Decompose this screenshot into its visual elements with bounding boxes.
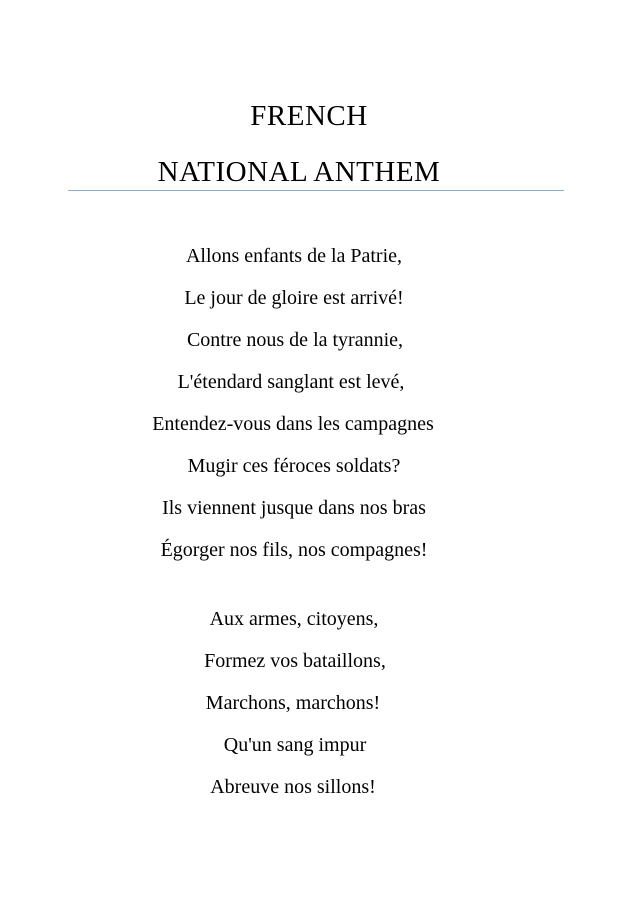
chorus-line: Qu'un sang impur bbox=[223, 734, 367, 756]
verse-line: Mugir ces féroces soldats? bbox=[187, 455, 401, 477]
verse-line: Allons enfants de la Patrie, bbox=[185, 245, 403, 267]
chorus-line: Aux armes, citoyens, bbox=[209, 608, 379, 630]
verse-line: Entendez-vous dans les campagnes bbox=[152, 413, 434, 435]
chorus-line: Abreuve nos sillons! bbox=[210, 776, 376, 798]
verse-stanza bbox=[0, 235, 638, 571]
chorus-stanza bbox=[0, 598, 638, 808]
title-line-1: FRENCH bbox=[250, 100, 368, 132]
verse-line: Contre nous de la tyrannie, bbox=[186, 329, 404, 351]
verse-line: L'étendard sanglant est levé, bbox=[177, 371, 405, 393]
title-line-2: NATIONAL ANTHEM bbox=[157, 156, 441, 188]
title-block bbox=[0, 88, 638, 200]
title-divider bbox=[68, 190, 564, 191]
verse-line: Ils viennent jusque dans nos bras bbox=[162, 497, 426, 519]
chorus-line: Formez vos bataillons, bbox=[204, 650, 386, 672]
chorus-line: Marchons, marchons! bbox=[205, 692, 381, 714]
verse-line: Égorger nos fils, nos compagnes! bbox=[160, 539, 428, 561]
verse-line: Le jour de gloire est arrivé! bbox=[184, 287, 404, 309]
